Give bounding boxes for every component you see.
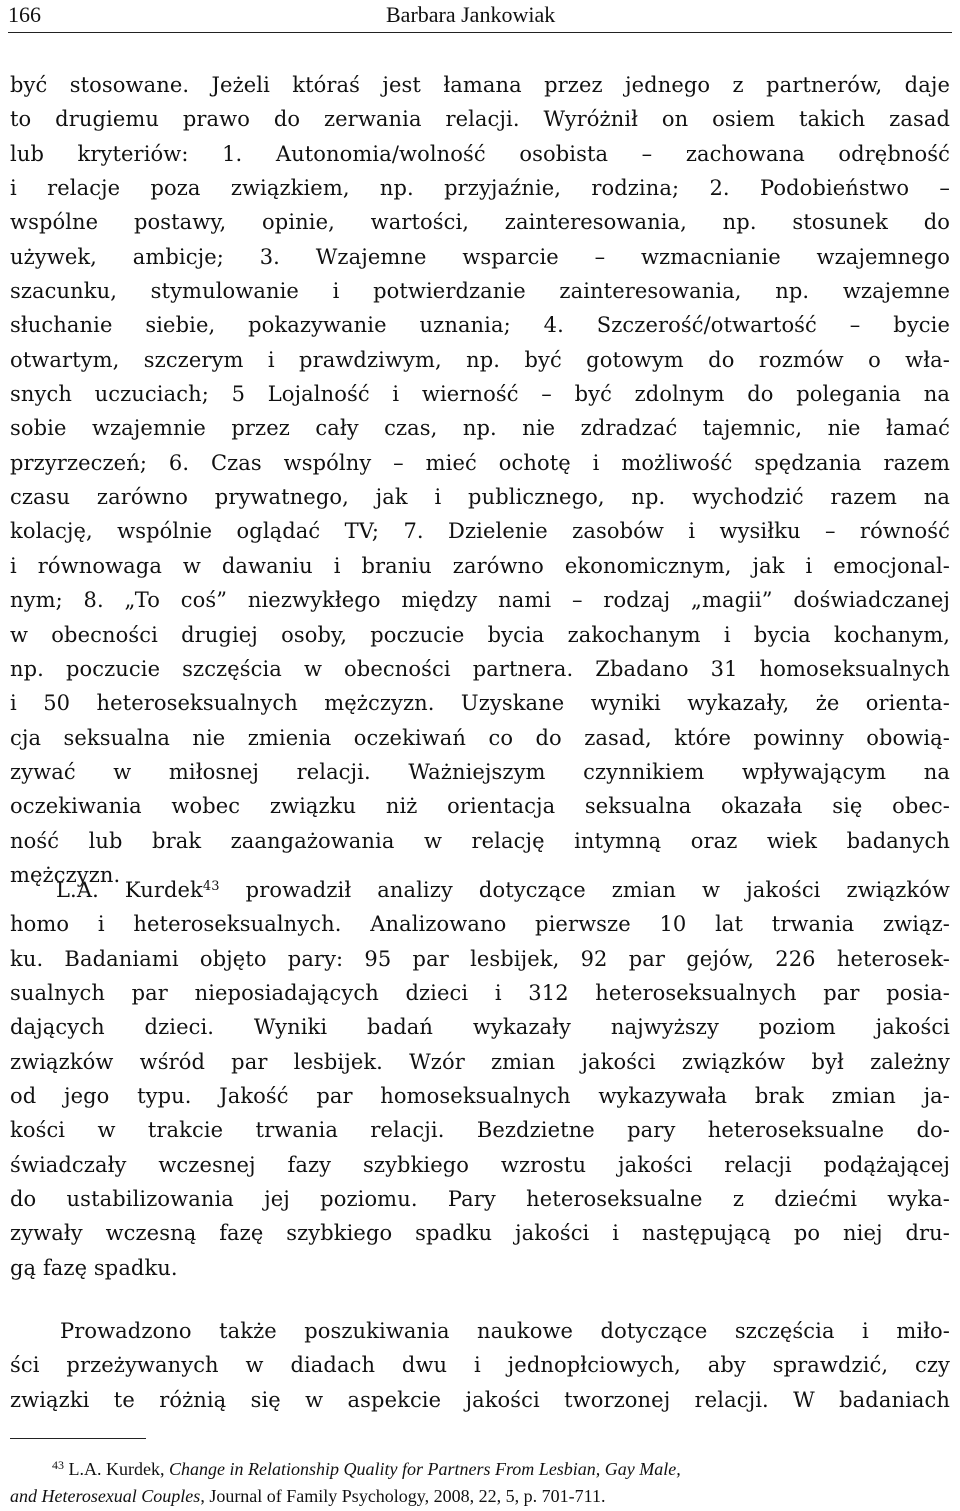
text-line: ność lub brak zaangażowania w relację intymną oraz wiek badanych <box>10 828 950 853</box>
paragraph-1 <box>10 68 950 892</box>
text-line: zywały wczesną fazę szybkiego spadku jakości i następującą po niej dru- <box>10 1221 950 1246</box>
text-line: to drugiemu prawo do zerwania relacji. Wyróżnił on osiem takich zasad <box>10 107 950 132</box>
text-line: sobie wzajemnie przez cały czas, np. nie zdradzać tajemnic, nie łamać <box>10 416 950 441</box>
text-line: ści przeżywanych w diadach dwu i jednopłciowych, aby sprawdzić, czy <box>10 1353 950 1378</box>
text-line: do ustabilizowania jej poziomu. Pary heteroseksualne z dziećmi wyka- <box>10 1187 950 1212</box>
text-line: oczekiwania wobec związku niż orientacja seksualna okazała się obec- <box>10 794 950 819</box>
text-line: kości w trakcie trwania relacji. Bezdzietne pary heteroseksualne do- <box>10 1118 950 1143</box>
paragraph-2-first-line: L.A. Kurdek$^{43}$ prowadził analizy dotyczące zmian w jakości związków <box>56 878 950 902</box>
text-line: nym; 8. „To coś” niezwykłego między nami – rodzaj „magii” doświadczanej <box>10 588 950 613</box>
page-number: 166 <box>8 2 41 27</box>
running-head: Barbara Jankowiak <box>386 2 556 27</box>
text-line: w obecności drugiej osoby, poczucie bycia zakochanym i bycia kochanym, <box>10 622 950 647</box>
text-line: i relacje poza związkiem, np. przyjaźnie, rodzina; 2. Podobieństwo – <box>10 176 950 201</box>
text-line: i równowaga w dawaniu i braniu zarówno ekonomicznym, jak i emocjonal- <box>10 553 950 578</box>
text-line: homo i heteroseksualnych. Analizowano pierwsze 10 lat trwania związ- <box>10 912 950 937</box>
text-line: związków wśród par lesbijek. Wzór zmian jakości związków był zależny <box>10 1049 950 1074</box>
text-line: szacunku, stymulowanie i potwierdzanie zainteresowania, np. wzajemne <box>10 279 950 304</box>
page-header <box>8 0 952 33</box>
paragraph-3 <box>10 1314 950 1417</box>
text-line: przyrzeczeń; 6. Czas wspólny – mieć ochotę i możliwość spędzania razem <box>10 450 950 475</box>
text-line: od jego typu. Jakość par homoseksualnych wykazywała brak zmian ja- <box>10 1084 950 1109</box>
text-line: czasu zarówno prywatnego, jak i publicznego, np. wychodzić razem na <box>10 485 950 510</box>
text-line: Prowadzono także poszukiwania naukowe dotyczące szczęścia i miło- <box>60 1319 950 1343</box>
text-line: otwartym, szczerym i prawdziwym, np. być gotowym do rozmów o wła- <box>10 347 950 372</box>
footnote-separator <box>10 1438 146 1439</box>
footnote-number: 43 <box>52 1458 64 1472</box>
footnote-line-1: $^{43}$ L.A. Kurdek, Change in Relationship Quality for Partners From Lesbian, Gay Male, <box>52 1458 681 1479</box>
text-line: cja seksualna nie zmienia oczekiwań co do zasad, które powinny obowią- <box>10 725 950 750</box>
text-line: sualnych par nieposiadających dzieci i 312 heteroseksualnych par posia- <box>10 981 950 1006</box>
footnote-title-cont: and Heterosexual Couples <box>10 1486 201 1506</box>
footnote-line-2: and Heterosexual Couples, Journal of Family Psychology, 2008, 22, 5, p. 701-711. <box>10 1486 606 1506</box>
text-line: być stosowane. Jeżeli któraś jest łamana przez jednego z partnerów, daje <box>10 73 950 97</box>
text-line: używek, ambicje; 3. Wzajemne wsparcie – wzmacnianie wzajemnego <box>10 244 950 269</box>
paragraph-2 <box>10 873 950 1285</box>
text-line: kolację, wspólnie oglądać TV; 7. Dzielenie zasobów i wysiłku – równość <box>10 519 950 544</box>
text-line: wspólne postawy, opinie, wartości, zainteresowania, np. stosunek do <box>10 210 950 235</box>
text-line: związki te różnią się w aspekcie jakości tworzonej relacji. W badaniach <box>10 1387 950 1412</box>
text-line: dających dzieci. Wyniki badań wykazały najwyższy poziom jakości <box>10 1015 950 1040</box>
text-line: świadczały wczesnej fazy szybkiego wzrostu jakości relacji podążającej <box>10 1152 950 1177</box>
paragraph-2-body <box>10 907 950 1285</box>
footnote-reference: 43 <box>202 879 220 894</box>
text-line: zywać w miłosnej relacji. Ważniejszym czynnikiem wpływającym na <box>10 759 950 784</box>
text-line: ku. Badaniami objęto pary: 95 par lesbijek, 92 par gejów, 226 heterosek- <box>10 946 950 971</box>
text-line: słuchanie siebie, pokazywanie uznania; 4. Szczerość/otwartość – bycie <box>10 313 950 338</box>
text-line: snych uczuciach; 5 Lojalność i wierność – być zdolnym do polegania na <box>10 382 950 407</box>
footnote <box>10 1456 950 1510</box>
text-line: mężczyzn. <box>10 862 121 887</box>
text-line: i 50 heteroseksualnych mężczyzn. Uzyskane wyniki wykazały, że orienta- <box>10 691 950 716</box>
text-line: lub kryteriów: 1. Autonomia/wolność osobista – zachowana odrębność <box>10 141 950 166</box>
text-line: np. poczucie szczęścia w obecności partnera. Zbadano 31 homoseksualnych <box>10 656 950 681</box>
text-line: gą fazę spadku. <box>10 1255 178 1280</box>
footnote-title: Change in Relationship Quality for Partners From Lesbian, Gay Male, <box>168 1459 681 1479</box>
